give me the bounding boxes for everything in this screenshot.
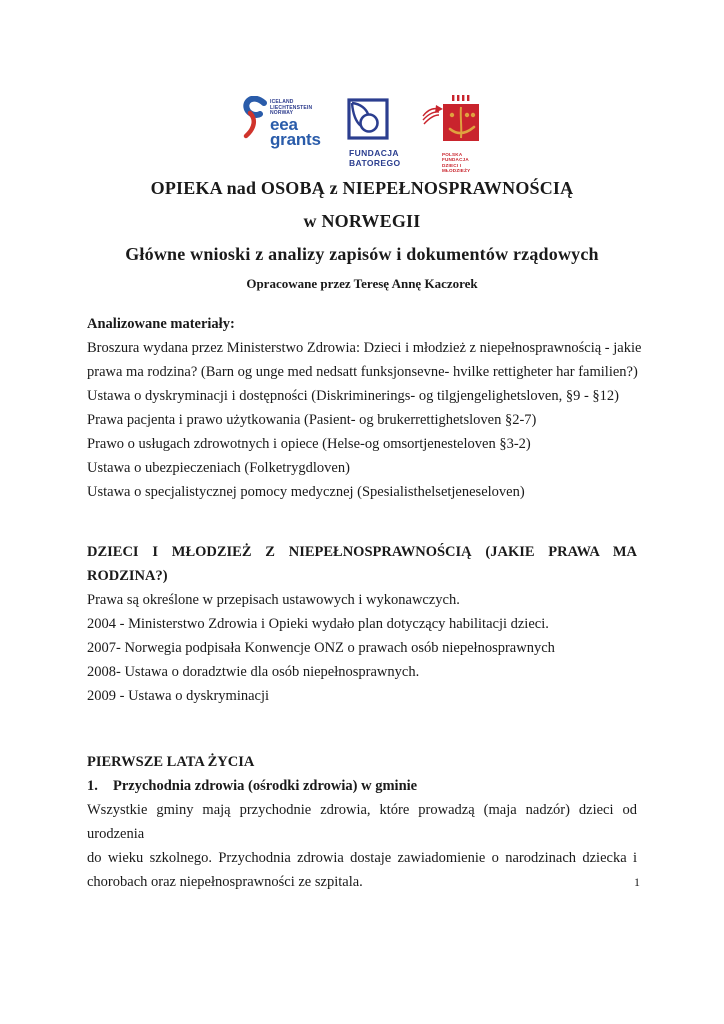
- section2-line: 2008- Ustawa o doradztwie dla osób niepełnosprawnych.: [87, 664, 420, 680]
- fundacja-batorego-logo: [347, 98, 399, 168]
- eea-wordmark: grants: [270, 129, 321, 149]
- materials-line: Ustawa o ubezpieczeniach (Folketrygdloven): [87, 460, 350, 476]
- section2-heading-line2: RODZINA?): [87, 568, 168, 584]
- section2-heading-line1: DZIECI I MŁODZIEŻ Z NIEPEŁNOSPRAWNOŚCIĄ (JAKIE PRAWA MA: [87, 544, 637, 560]
- document-title-line2: w NORWEGII: [303, 211, 421, 231]
- list-number: 1.: [87, 778, 98, 794]
- materials-line: prawa ma rodzina? (Barn og unge med nedsatt funksjonsevne- hvilke rettigheter har familien?): [87, 364, 638, 380]
- pfdim-logo-icon: [421, 131, 481, 148]
- section-gap: [87, 504, 637, 540]
- batorego-wordmark: FUNDACJA BATOREGO: [349, 148, 401, 168]
- section3-heading: PIERWSZE LATA ŻYCIA: [87, 754, 255, 770]
- subheading-text: Przychodnia zdrowia (ośrodki zdrowia) w gminie: [113, 778, 418, 794]
- materials-line: Ustawa o specjalistycznej pomocy medycznej (Spesialisthelsetjeneseloven): [87, 484, 525, 500]
- pfdim-wordmark: POLSKA FUNDACJA DZIECI I MŁODZIEŻY: [442, 152, 471, 174]
- section-gap: [87, 708, 637, 750]
- polska-fundacja-dzieci-i-mlodziezy-logo: [421, 94, 481, 174]
- eea-grants-logo: [243, 96, 321, 151]
- eea-grants-logo-icon: [243, 96, 267, 151]
- document-title-line1: OPIEKA nad OSOBĄ z NIEPEŁNOSPRAWNOŚCIĄ: [150, 178, 574, 198]
- document-byline: Opracowane przez Teresę Annę Kaczorek: [246, 276, 478, 291]
- page-number: 1: [634, 875, 640, 889]
- batorego-logo-icon: [347, 128, 391, 145]
- section2-line: Prawa są określone w przepisach ustawowych i wykonawczych.: [87, 592, 460, 608]
- section2-line: 2009 - Ustawa o dyskryminacji: [87, 688, 270, 704]
- paragraph-line: Wszystkie gminy mają przychodnie zdrowia, które prowadzą (maja nadzór) dzieci od urodzenia: [87, 802, 637, 842]
- eea-country: LIECHTENSTEIN: [270, 104, 313, 111]
- section2-line: 2007- Norwegia podpisała Konwencje ONZ o prawach osób niepełnosprawnych: [87, 640, 555, 656]
- eea-country: NORWAY: [270, 110, 294, 116]
- materials-line: Prawa pacjenta i prawo użytkowania (Pasient- og brukerrettighetsloven §2-7): [87, 412, 537, 428]
- materials-line: Prawo o usługach zdrowotnych i opiece (Helse-og omsortjenesteloven §3-2): [87, 436, 531, 452]
- eea-wordmark: eea: [270, 114, 298, 134]
- paragraph-line: chorobach oraz niepełnosprawności ze szpitala.: [87, 874, 363, 890]
- document-subtitle: Główne wnioski z analizy zapisów i dokumentów rządowych: [125, 244, 599, 264]
- section2-line: 2004 - Ministerstwo Zdrowia i Opieki wydało plan dotyczący habilitacji dzieci.: [87, 616, 549, 632]
- paragraph-line: do wieku szkolnego. Przychodnia zdrowia dostaje zawiadomienie o narodzinach dziecka i: [87, 850, 637, 866]
- eea-country: ICELAND: [270, 99, 294, 105]
- materials-line: Ustawa o dyskryminacji i dostępności (Diskriminerings- og tilgjengelighetsloven, §9 - §12): [87, 388, 619, 404]
- materials-heading: Analizowane materiały:: [87, 316, 235, 332]
- section3-subheading: [87, 774, 637, 798]
- document-body: [87, 312, 642, 894]
- title-block: [87, 172, 637, 294]
- materials-line: Broszura wydana przez Ministerstwo Zdrowia: Dzieci i młodzież z niepełnosprawnością - jakie: [87, 340, 642, 356]
